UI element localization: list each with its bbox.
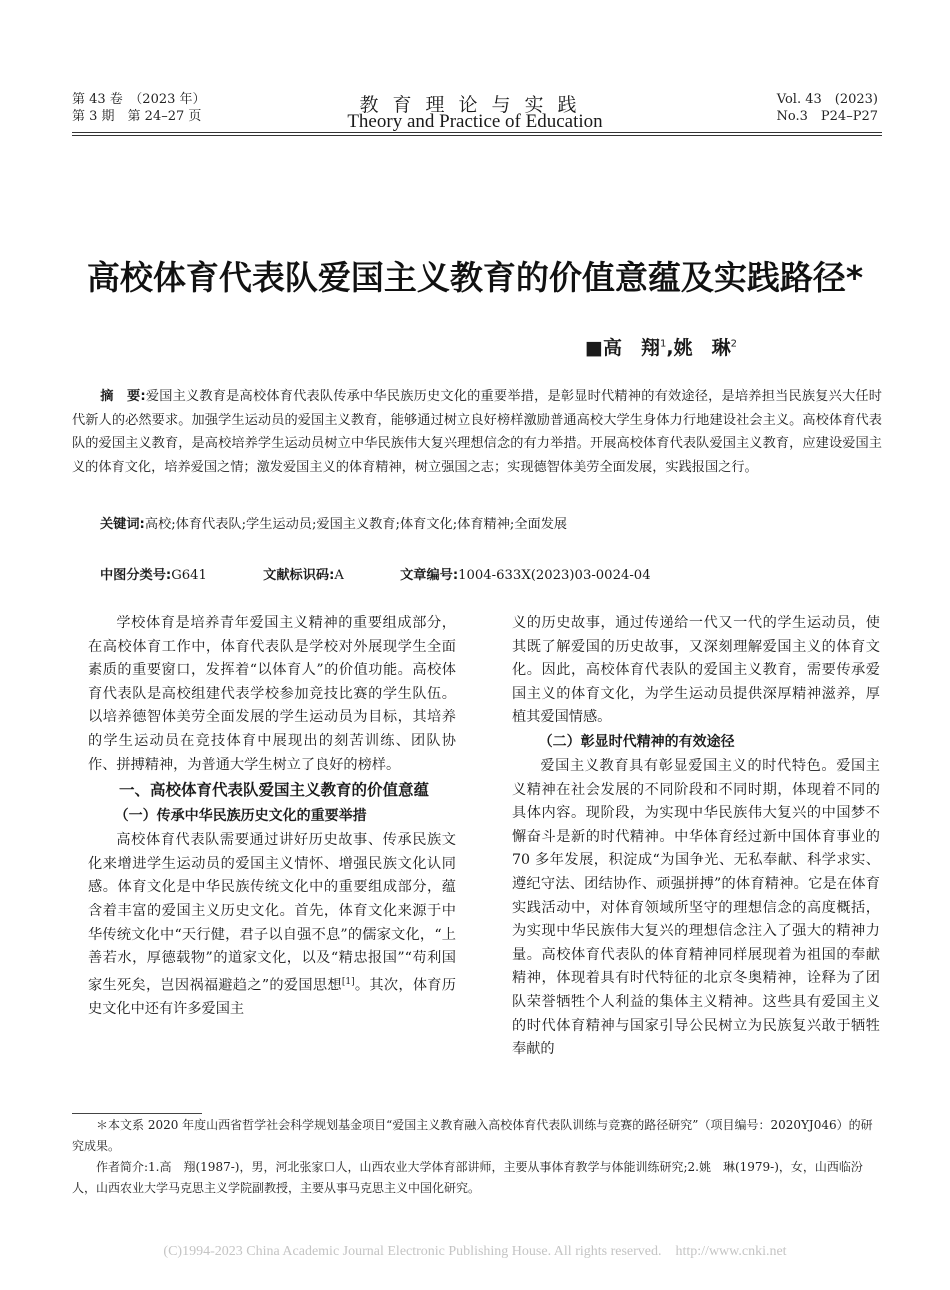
author-2: 姚 琳: [673, 337, 731, 359]
author-2-affiliation: 2: [730, 338, 737, 350]
author-bio-note: 作者简介:1.高 翔(1987-)，男，河北张家口人，山西农业大学体育部讲师，主要从事体育教学与体能训练研究;2.姚 琳(1979-)，女，山西临汾人，山西农业大学马克思主义学院副教授，主要从事马克思主义中国化研究。: [72, 1160, 863, 1195]
intro-paragraph: 学校体育是培养青年爱国主义精神的重要组成部分，在高校体育工作中，体育代表队是学校对外展现学生全面素质的重要窗口，发挥着“以体育人”的价值功能。高校体育代表队是高校组建代表学校参加竞技比赛的学生队伍。以培养德智体美劳全面发展的学生运动员为目标，其培养的学生运动员在竞技体育中展现出的刻苦训练、团队协作、拼搏精神，为普通大学生树立了良好的榜样。: [88, 615, 456, 773]
clc-label: 中图分类号:: [100, 568, 172, 583]
funding-note: ＊本文系 2020 年度山西省哲学社会科学规划基金项目“爱国主义教育融入高校体育代表队训练与竞赛的路径研究”（项目编号：2020YJ046）的研究成果。: [72, 1118, 873, 1153]
keywords-label: 关键词:: [100, 517, 145, 532]
footnotes: [72, 1115, 882, 1199]
author-separator: ,: [666, 337, 674, 359]
author-marker: ■: [585, 337, 603, 359]
footnote-rule: [72, 1113, 202, 1114]
volume-year-english: Vol. 43 (2023): [776, 92, 878, 107]
document-code-label: 文献标识码:: [263, 568, 335, 583]
article-title: 高校体育代表队爱国主义教育的价值意蕴及实践路径*: [86, 258, 864, 297]
issue-pages-english: No.3 P24–P27: [776, 109, 878, 124]
body-left-column: [88, 612, 456, 1022]
abstract-text: 爱国主义教育是高校体育代表队传承中华民族历史文化的重要举措，是彰显时代精神的有效途径，是培养担当民族复兴大任时代新人的必然要求。加强学生运动员的爱国主义教育，能够通过树立良好榜样激励普通高校大学生身体力行地建设社会主义。高校体育代表队的爱国主义教育，是高校培养学生运动员树立中华民族伟大复兴理想信念的有力举措。开展高校体育代表队爱国主义教育，应建设爱国主义的体育文化，培养爱国之情；激发爱国主义的体育精神，树立强国之志；实现德智体美劳全面发展，实践报国之行。: [72, 389, 882, 475]
journal-title-english: Theory and Practice of Education: [347, 111, 603, 132]
article-number-value: 1004-633X(2023)03-0024-04: [458, 568, 651, 583]
author-line: [585, 333, 737, 360]
keywords: [100, 514, 880, 536]
citation-1: [1]: [341, 976, 355, 987]
abstract: [72, 385, 882, 479]
subsection-1-paragraph: [88, 829, 456, 1021]
continued-paragraph: 义的历史故事，通过传递给一代又一代的学生运动员，使其既了解爱国的历史故事，又深刻理解爱国主义的体育文化。因此，高校体育代表队的爱国主义教育，需要传承爱国主义的体育文化，为学生运动员提供深厚精神滋养，厚植其爱国情感。: [512, 615, 880, 726]
issue-pages-label: 第 3 期 第 24–27 页: [72, 109, 202, 124]
volume-year-label: 第 43 卷 （2023 年）: [72, 92, 206, 107]
copyright-notice: (C)1994-2023 China Academic Journal Electronic Publishing House. All rights reserved. http://www.cnki.net: [163, 1244, 787, 1259]
author-1: 高 翔: [602, 337, 660, 359]
subsection-2-heading: （二）彰显时代精神的有效途径: [538, 733, 735, 750]
header-rule-top: [72, 132, 882, 133]
keywords-text: 高校;体育代表队;学生运动员;爱国主义教育;体育文化;体育精神;全面发展: [144, 517, 568, 532]
section-1-heading: 一、高校体育代表队爱国主义教育的价值意蕴: [119, 781, 430, 800]
abstract-label: 摘 要:: [100, 389, 146, 404]
body-right-column: [512, 612, 880, 1062]
clc-value: G641: [171, 568, 207, 583]
journal-title-chinese: 教育理论与实践: [359, 94, 591, 116]
classification-info: [100, 566, 880, 586]
document-code-value: A: [334, 568, 344, 583]
subsection-1-heading: （一）传承中华民族历史文化的重要举措: [114, 808, 367, 825]
subsection-1-text-end: 。其次，体育历史文化中还有许多爱国主: [88, 977, 456, 1018]
subsection-1-text: 高校体育代表队需要通过讲好历史故事、传承民族文化来增进学生运动员的爱国主义情怀、增强民族文化认同感。体育文化是中华民族传统文化中的重要组成部分，蕴含着丰富的爱国主义历史文化。首先，体育文化来源于中华传统文化中“天行健，君子以自强不息”的儒家文化，“上善若水，厚德载物”的道家文化，以及“精忠报国”“苟利国家生死矣，岂因祸福避趋之”的爱国思想: [88, 832, 456, 994]
article-number-label: 文章编号:: [400, 568, 459, 583]
header-rule-bottom: [72, 135, 882, 136]
author-1-affiliation: 1: [659, 338, 667, 350]
subsection-2-paragraph: 爱国主义教育具有彰显爱国主义的时代特色。爱国主义精神在社会发展的不同阶段和不同时期，体现着不同的具体内容。现阶段，为实现中华民族伟大复兴的中国梦不懈奋斗是新的时代精神。中华体育经过新中国体育事业的 70 多年发展，积淀成“为国争光、无私奉献、科学求实、遵纪守法、团结协作、顽强拼搏”的体育精神。它是在体育实践活动中，对体育领域所坚守的理想信念的高度概括，为实现中华民族伟大复兴的理想信念注入了强大的精神力量。高校体育代表队的体育精神同样展现着为祖国的奉献精神，体现着具有时代特征的北京冬奥精神，诠释为了团队荣誉牺牲个人利益的集体主义精神。这些具有爱国主义的时代体育精神与国家引导公民树立为民族复兴敢于牺牲奉献的: [512, 757, 880, 1058]
